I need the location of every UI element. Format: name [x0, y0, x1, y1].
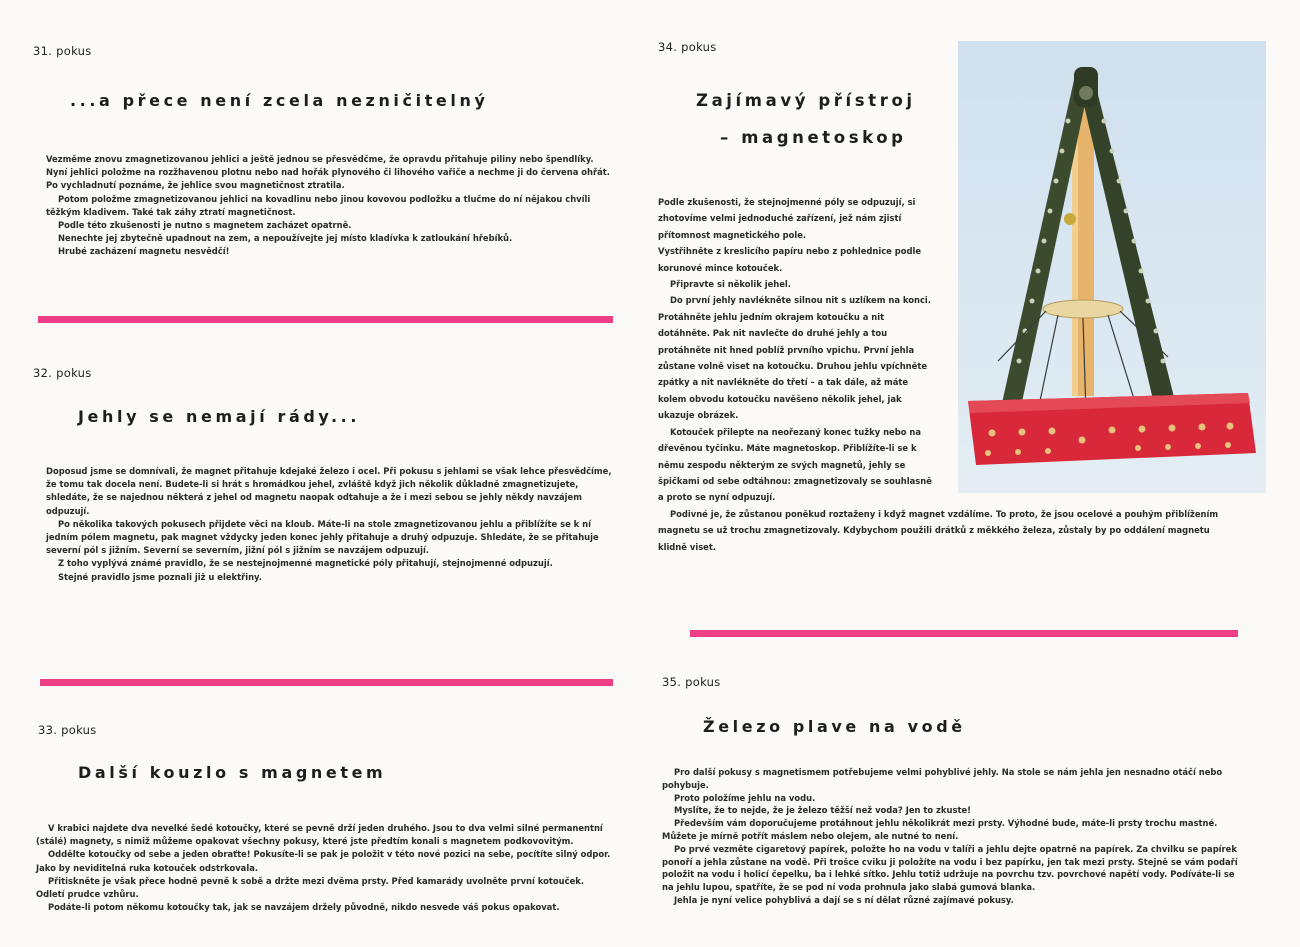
section-divider — [40, 679, 613, 686]
paragraph: Potom položme zmagnetizovanou jehlici na kovadlinu nebo jinou kovovou podložku a tlučme do ní nějakou chvíli těžkým kladivem. Také tak záhy ztratí magnetičnost. — [46, 193, 591, 217]
paper-disc — [1043, 300, 1123, 318]
paragraph: Z toho vyplývá známé pravidlo, že se nestejnojmenné magnetické póly přitahují, stejnojmenné odpuzují. — [58, 558, 553, 569]
paragraph: Po prvé vezměte cigaretový papírek, položte ho na vodu v talíři a jehlu dejte opatrně na papírek. Za chvilku se papírek ponoří a jehla zůstane na vodě. Při trošce cviku ji položíte na vodu i bez papírku, jen tak mezi prsty. Stejně se vám podaří položit na vodu i holicí čepelku, ba i lehké sítko. Jehlu totiž udržuje na povrchu tzv. povrchové napětí vody. Podíváte-li se na jehlu lupou, spatříte, že se pod ní voda prohnula jako slabá gumová blanka. — [662, 843, 1238, 893]
experiment-title: Zajímavý přístroj — [696, 91, 916, 110]
experiment-title: Jehly se nemají rády... — [78, 407, 361, 426]
paragraph: Oddělte kotoučky od sebe a jeden obraťte! Pokusíte-li se pak je položit v této nové pozici na sebe, pocítíte silný odpor. Jako by neviditelná ruka kotouček odstrkovala. — [36, 849, 611, 873]
paragraph: Do první jehly navlékněte silnou nit s uzlíkem na konci. Protáhněte jehlu jedním okrajem kotoučku a nit dotáhněte. Pak nit navlečte do druhé jehly a tou protáhněte nit hned poblíž prvního vpichu. První jehla zůstane volně viset na kotoučku. Druhou jehlu vpíchněte zpátky a nit navlékněte do třetí – a tak dále, až máte kolem obvodu kotoučku navěšeno několik jehel, jak ukazuje obrázek. — [658, 295, 931, 421]
experiment-text — [658, 194, 938, 506]
experiment-number: 31. pokus — [33, 44, 92, 58]
experiment-text — [662, 766, 1238, 907]
paragraph: Především vám doporučujeme protáhnout jehlu několikrát mezi prsty. Výhodné bude, máte-li prsty trochu mastné. Můžete je mírně potřít máslem nebo olejem, ale nutné to není. — [662, 818, 1218, 841]
paragraph: Vezměme znovu zmagnetizovanou jehlici a ještě jednou se přesvědčme, že opravdu přitahuje piliny nebo špendlíky. Nyní jehlici položme na rozžhavenou plotnu nebo nad hořák plynového či lihového vařiče a nechme ji do červena ohřát. Po vychladnutí poznáme, že jehlice svou magnetičnost ztratila. — [46, 154, 610, 191]
experiment-number: 34. pokus — [658, 40, 717, 54]
paragraph: Nenechte jej zbytečně upadnout na zem, a nepoužívejte jej místo kladívka k zatloukání hřebíků. — [58, 233, 513, 244]
experiment-text — [36, 822, 614, 914]
paragraph: Hrubé zacházení magnetu nesvědčí! — [58, 246, 230, 257]
experiment-text — [46, 153, 612, 259]
paragraph: V krabici najdete dva nevelké šedé kotoučky, které se pevně drží jeden druhého. Jsou to dva velmi silné permanentní (stálé) magnety, s nimiž můžeme opakovat všechny pokusy, které jste předtím konali s magnetem podkovovitým. — [36, 823, 603, 847]
section-divider — [690, 630, 1238, 637]
paragraph: Připravte si několik jehel. — [670, 279, 791, 290]
experiment-number: 33. pokus — [38, 723, 97, 737]
paragraph: Myslíte, že to nejde, že je železo těžší než voda? Jen to zkuste! — [674, 805, 971, 816]
paragraph: Doposud jsme se domnívali, že magnet přitahuje kdejaké železo i ocel. Při pokusu s jehlami se však lehce přesvědčíme, že tomu tak docela není. Budete-li si hrát s hromádkou jehel, zvláště když jich několik důkladně zmagnetizujete, shledáte, že se najednou některá z jehel od magnetu naopak odtahuje a že i mezi sebou se jehly někdy navzájem odpuzují. — [46, 466, 612, 516]
experiment-title-line2: – magnetoskop — [720, 128, 907, 147]
paragraph: Vystřihněte z kreslicího papíru nebo z pohlednice podle korunové mince kotouček. — [658, 246, 922, 273]
experiment-title: Železo plave na vodě — [703, 717, 966, 736]
paragraph: Přitiskněte je však přece hodně pevně k sobě a držte mezi dvěma prsty. Před kamarády uvolněte první kotouček. Odletí prudce vzhůru. — [36, 875, 585, 900]
paragraph: Stejné pravidlo jsme poznali již u elektřiny. — [58, 571, 262, 582]
experiment-number: 32. pokus — [33, 366, 92, 380]
screw — [1064, 213, 1076, 225]
magnetoscope-drawing — [958, 41, 1266, 493]
experiment-text-tail — [658, 506, 1238, 555]
paragraph: Podle zkušenosti, že stejnojmenné póly se odpuzují, si zhotovíme velmi jednoduché zařízení, jež nám zjistí přítomnost magnetického pole. — [658, 197, 916, 240]
experiment-title: Další kouzlo s magnetem — [78, 763, 387, 782]
paragraph: Jehla je nyní velice pohyblivá a dají se s ní dělat různé zajímavé pokusy. — [674, 894, 1014, 905]
paragraph: Pro další pokusy s magnetismem potřebujeme velmi pohyblivé jehly. Na stole se nám jehla jen nesnadno otáčí nebo pohybuje. — [662, 767, 1223, 790]
experiment-number: 35. pokus — [662, 675, 721, 689]
paragraph: Podivné je, že zůstanou poněkud roztaženy i když magnet vzdálíme. To proto, že jsou ocelové a pouhým přiblížením magnetu se už trochu zmagnetizovaly. Kdybychom použili drátků z měkkého železa, zůstaly by po oddálení magnetu klidně viset. — [658, 509, 1219, 552]
experiment-text — [46, 465, 612, 584]
paragraph: Podáte-li potom někomu kotoučky tak, jak se navzájem držely původně, nikdo nesvede váš pokus opakovat. — [48, 902, 560, 913]
paragraph: Podle této zkušenosti je nutno s magnetem zacházet opatrně. — [58, 220, 352, 231]
paragraph: Po několika takových pokusech přijdete věci na kloub. Máte-li na stole zmagnetizovanou jehlu a přiblížíte se k ní jedním pólem magnetu, pak magnet vždycky jeden konec jehly přitahuje a druhý odpuzuje. Shledáte, že se přitahuje severní pól s jižním. Severní se severním, jižní pól s jižním se navzájem odpuzují. — [46, 518, 599, 556]
paragraph: Proto položíme jehlu na vodu. — [674, 792, 816, 803]
section-divider — [38, 316, 613, 323]
experiment-title: ...a přece není zcela nezničitelný — [70, 91, 489, 110]
magnetoscope-photo — [958, 41, 1266, 493]
paragraph: Kotouček přilepte na neořezaný konec tužky nebo na dřevěnou tyčinku. Máte magnetoskop. Přiblížíte-li se k němu zespodu některým ze svých magnetů, jehly se špičkami od sebe odtáhnou: zmagnetizovaly se souhlasně a proto se nyní odpuzují. — [658, 426, 932, 503]
